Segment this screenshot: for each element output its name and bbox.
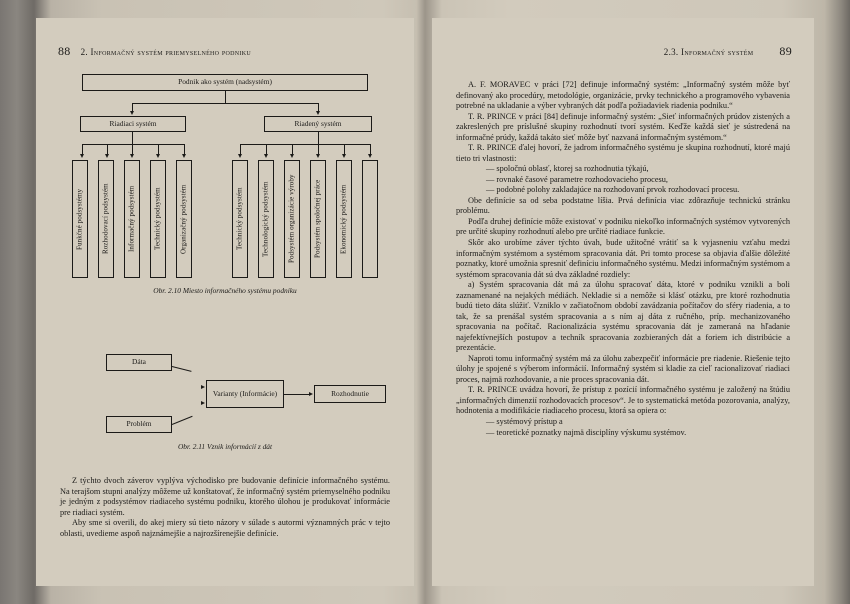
diagram-box-riadeny-system: Riadený systém (264, 116, 372, 132)
left-page-header (58, 44, 392, 59)
subsystem-box-spolocna-praca: Podsystém spoločnej práce (310, 160, 326, 278)
right-list-1-item-3: — podobné polohy zakladajúce na rozhodovaní prvok rozhodovací procesu. (486, 185, 740, 195)
right-paragraph-9: T. R. PRINCE uvádza hovorí, že prístup z pozícií informačného systému je založený na štúdiu „informačných dimenzií rozhodovacích procesov“. Je to systematická metóda pozorovania, analýzy, hodnotenia a modifikácie riadiaceho procesu, ktorá sa opiera o: (456, 385, 790, 416)
right-list-2-item-1: — systémový prístup a (486, 417, 563, 426)
diagram-box-rozhodnutie: Rozhodnutie (314, 385, 386, 403)
right-paragraph-8: Naproti tomu informačný systém má za úlohu zabezpečiť informácie pre riadenie. Riešenie tejto úlohy je spojené s výberom informácií. Informačný systém si kladie za cieľ racionalizovať riadiaci proces, najmä rozhodovanie, a nie proces spracovania dát. (456, 353, 790, 384)
subsystem-box-technicky-r: Technický podsystém (232, 160, 248, 278)
diagram-box-varianty-line1: Varianty (Informácie) (212, 388, 278, 398)
left-body-text (60, 476, 390, 539)
subsystem-box-organizacia-vyroby: Podsystém organizácie výroby (284, 160, 300, 278)
subsystem-box-informacny: Informačný podsystém (124, 160, 140, 278)
figure-2-11 (58, 354, 392, 464)
diagram-box-varianty (206, 380, 284, 408)
subsystem-box-technicky-l: Technický podsystém (150, 160, 166, 278)
right-body-text (456, 80, 790, 438)
diagram-box-problem: Problém (106, 416, 172, 433)
figure-2-10-caption: Obr. 2.10 Miesto informačného systému podniku (153, 286, 297, 295)
right-paragraph-4: Obe definície sa od seba podstatne líšia. Prvá definícia viac zdôrazňuje technickú stránku problému. (456, 195, 790, 216)
left-page-number: 88 (58, 44, 71, 58)
subsystem-box-rozhodovaci: Rozhodovací podsystém (98, 160, 114, 278)
left-page-header-title: 2. Informačný systém priemyselného podniku (80, 47, 251, 57)
right-paragraph-3: T. R. PRINCE ďalej hovorí, že jadrom informačného systému je skupina rozhodnutí, ktoré majú tieto tri vlastnosti: (456, 143, 790, 163)
subsystem-box-extra (362, 160, 378, 278)
right-list-1-item-1: — spoločnú oblasť, ktorej sa rozhodnutia týkajú, (486, 164, 649, 174)
figure-2-10 (58, 74, 392, 334)
left-paragraph-2: Aby sme si overili, do akej miery sú tieto názory v súlade s autormi významných prác v tejto oblasti, uvedieme aspoň najznámejšie a najrozšírenejšie definície. (60, 518, 390, 538)
right-paragraph-2: T. R. PRINCE v práci [84] definuje informačný systém: „Sieť informačných prúdov zistených a zakreslených pre príslušné skupiny rozhodnutí tvorí systém. Keďže každá sieť je sústredená na informačné prúdy, každá takáto sieť môže byť nazvaná informačným systémom.“ (456, 111, 790, 142)
right-paragraph-5: Podľa druhej definície môže existovať v podniku niekoľko informačných systémov vytvorených pre určité skupiny rozhodnutí alebo pre určité riadiace funkcie. (456, 216, 790, 237)
diagram-box-data: Dáta (106, 354, 172, 371)
right-page-header-title: 2.3. Informačný systém (663, 47, 754, 57)
left-paragraph-1: Z týchto dvoch záverov vyplýva východisko pre budovanie definície informačného systému. Na terajšom stupni analýzy môžeme už konštatovať, že informačný systém priemyselného podniku je jedným z podsystémov riadiaceho systému podniku, ktorého úlohou je produkovať informácie pre riadiaci systém. (60, 476, 390, 517)
right-page-number: 89 (779, 44, 792, 58)
diagram-box-riadiaci-system: Riadiaci systém (80, 116, 186, 132)
right-paragraph-6: Skôr ako urobíme záver týchto úvah, bude užitočné vrátiť sa k vyjasneniu vzťahu medzi informačným systémom a systémom spracovania dát. Pri tomto procese sa objavia ďalšie dôležité poznatky, ktoré umožnia spresniť definíciu informačného systému. Medzi informačným systémom a systémom spracovania dát sú dva základné rozdiely: (456, 237, 790, 279)
subsystem-box-funkcne: Funkčné podsystémy (72, 160, 88, 278)
subsystem-box-technologicky: Technologický podsystém (258, 160, 274, 278)
left-page (36, 18, 414, 586)
right-list-1-item-2: — rovnaké časové parametre rozhodovacieho procesu, (486, 174, 668, 184)
subsystem-box-ekonomicky: Ekonomický podsystém (336, 160, 352, 278)
right-paragraph-7: a) Systém spracovania dát má za úlohu spracovať dáta, ktoré v podniku vznikli a boli zaznamenané na nejakých médiách. Nekladie si a nemôže si klásť otázku, pre ktoré rozhodnutia budú tieto dáta slúžiť. Vzniklo v začiatočnom období zavádzania počítačov do sféry riadenia, a to tak, že sa prenášal systém spracovania a s ním aj dáta z ručného, príp. mechanizovaného spracovania na počítač. Racionalizácia systému spracovania dát je zameraná na hľadanie najefektívnejších postupov a techník spracovania zozbieraných dát a foriem ich distribúcie a prezentácie. (456, 280, 790, 353)
subsystem-box-organizacny: Organizačný podsystém (176, 160, 192, 278)
figure-2-11-caption: Obr. 2.11 Vznik informácií z dát (177, 442, 273, 451)
right-list-2-item-2: — teoretické poznatky najmä disciplíny výskumu systémov. (486, 427, 687, 437)
right-page (432, 18, 814, 586)
diagram-box-nadsystem: Podnik ako systém (nadsystém) (82, 74, 368, 91)
right-page-header (454, 44, 792, 59)
right-paragraph-1: A. F. MORAVEC v práci [72] definuje informačný systém: „Informačný systém môže byť definovaný ako procedúry, metodológie, organizácie, prvky technického a programového vybavenia potrebné na ukladanie a výber vybraných dát podľa požiadaviek riadenia podniku.“ (456, 80, 790, 111)
